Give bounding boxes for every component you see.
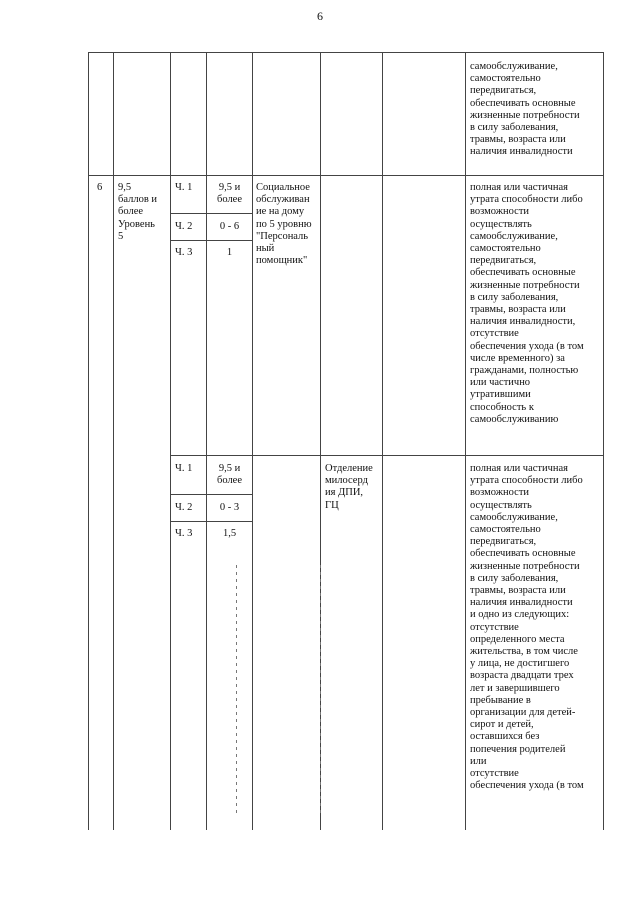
top-requirement-text: самообслуживание, самостоятельно передвигаться, обеспечивать основные жизненные потребности в силу заболевания, травмы, возраста или наличия инвалидности <box>470 61 580 158</box>
row6-part2-value: 0 - 6 <box>219 221 240 232</box>
row6b-part1-label: Ч. 1 <box>175 463 193 474</box>
table-top-line <box>88 52 604 53</box>
row6-requirement-text: полная или частичная утрата способности либо возможности осуществлять самообслуживание, самостоятельно передвигаться, обеспечивать основные жизненные потребности в силу заболевания, травмы, возраста или наличия инвалидности, отсутствие обеспечения ухода (в том числе временного) за гражданами, полностью или частично утратившими способность к самообслуживанию <box>470 182 584 425</box>
col-divider-7 <box>465 52 466 830</box>
row6-part3-value: 1 <box>226 247 233 258</box>
col-divider-1 <box>113 52 114 830</box>
col-divider-3 <box>206 52 207 830</box>
service-name: Социальное обслуживан ие на дому по 5 уровню "Персональ ный помощник" <box>256 182 312 267</box>
row-divider-top-section <box>88 175 604 176</box>
table-border-left <box>88 52 89 830</box>
row6-part1-divider <box>170 213 253 214</box>
col-divider-2 <box>170 52 171 830</box>
row6b-part3-value: 1,5 <box>222 528 237 539</box>
col-divider-6 <box>382 52 383 830</box>
col-divider-4 <box>252 52 253 830</box>
row6b-part1-value: 9,5 и более <box>216 463 242 487</box>
row6-part1-value: 9,5 и более <box>216 182 242 206</box>
row6b-requirement-text: полная или частичная утрата способности либо возможности осуществлять самообслуживание, самостоятельно передвигаться, обеспечивать основные жизненные потребности в силу заболевания, травмы, возраста или наличия инвалидности и одно из следующих: отсутствие определенного места жительства, в том числе у лица, не достигшего возраста двадцати трех лет и завершившего пребывание в организации для детей- сирот и детей, оставшихся без попечения родителей или отсутствие обеспечения ухода (в том <box>470 463 584 792</box>
row-number: 6 <box>97 182 103 193</box>
row6-sub-divider <box>170 455 604 456</box>
row6b-part3-label: Ч. 3 <box>175 528 193 539</box>
row6-part2-divider <box>170 240 253 241</box>
row6b-part2-divider <box>170 521 253 522</box>
department-name: Отделение милосерд ия ДПИ, ГЦ <box>325 463 373 511</box>
row6b-part1-divider <box>170 494 253 495</box>
score-label: 9,5 баллов и более Уровень 5 <box>118 182 158 242</box>
scan-trace-1 <box>236 565 237 815</box>
row6b-part2-label: Ч. 2 <box>175 502 193 513</box>
page-number: 6 <box>317 9 323 23</box>
row6-part3-label: Ч. 3 <box>175 247 193 258</box>
row6b-part2-value: 0 - 3 <box>219 502 240 513</box>
row6-part1-label: Ч. 1 <box>175 182 193 193</box>
scan-trace-2 <box>320 565 321 815</box>
row6-part2-label: Ч. 2 <box>175 221 193 232</box>
